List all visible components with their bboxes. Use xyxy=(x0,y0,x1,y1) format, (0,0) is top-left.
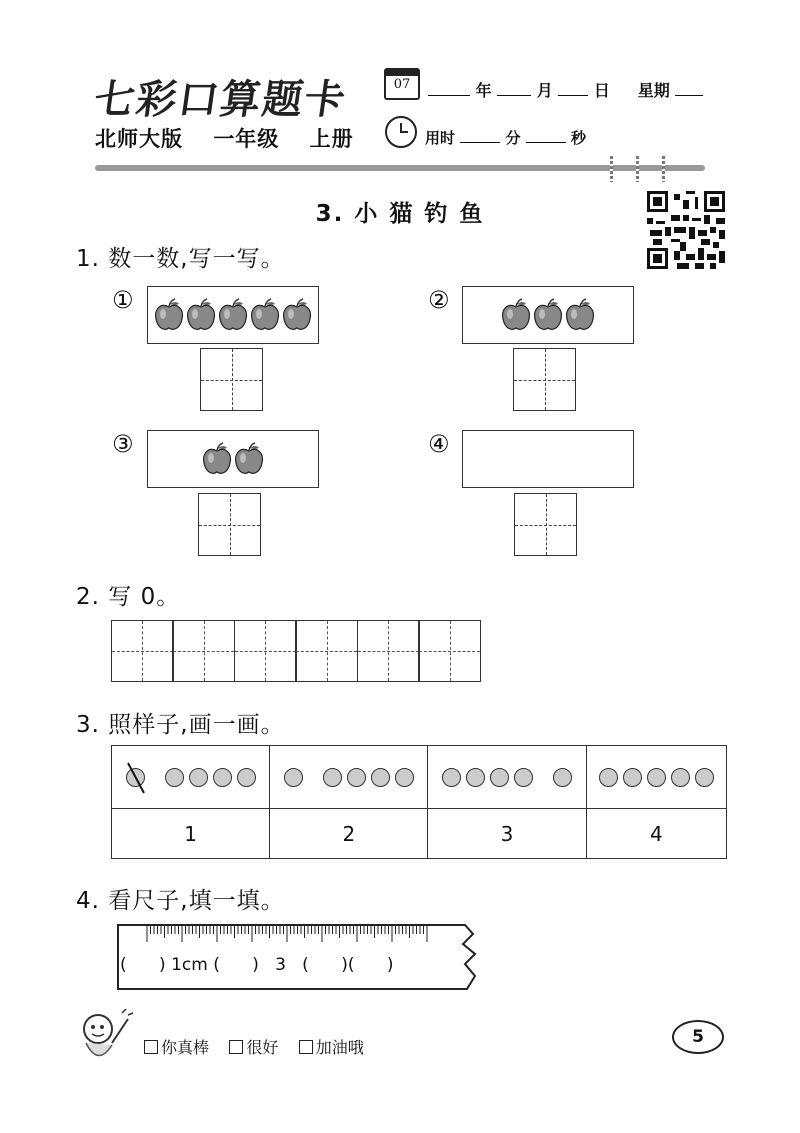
crossed-bead xyxy=(126,768,145,787)
bead xyxy=(165,768,184,787)
bead xyxy=(599,768,618,787)
bead xyxy=(213,768,232,787)
question-1-heading: 1. 数一数,写一写。 xyxy=(76,246,285,272)
bead xyxy=(237,768,256,787)
question-2-heading: 2. 写 0。 xyxy=(76,584,181,610)
edition-grade: 一年级 xyxy=(213,127,280,151)
bead xyxy=(189,768,208,787)
item-4-apple-box xyxy=(462,430,634,488)
header-divider xyxy=(95,165,705,171)
brand-title: 七彩口算题卡 xyxy=(91,76,350,123)
item-3-answer-grid[interactable] xyxy=(198,493,261,556)
writing-cell[interactable] xyxy=(295,620,358,682)
bead xyxy=(284,768,303,787)
page-number: 5 xyxy=(672,1020,724,1054)
eval-checkbox-1[interactable]: 你真棒 xyxy=(144,1038,209,1057)
bead xyxy=(514,768,533,787)
bead xyxy=(553,768,572,787)
edition-line xyxy=(95,123,376,153)
apple-icon xyxy=(186,298,216,332)
bead-cell[interactable] xyxy=(112,746,270,809)
item-2-apple-box xyxy=(462,286,634,344)
question-3-heading: 3. 照样子,画一画。 xyxy=(76,712,285,738)
bead-cell[interactable] xyxy=(586,746,726,809)
item-3-apple-box xyxy=(147,430,319,488)
edition-volume: 上册 xyxy=(309,127,354,151)
time-fill-line xyxy=(425,127,586,148)
item-4-marker: ④ xyxy=(428,430,450,458)
day-blank[interactable] xyxy=(558,81,588,96)
apple-icon xyxy=(234,442,264,476)
bead-cell[interactable] xyxy=(428,746,586,809)
writing-cell[interactable] xyxy=(418,620,481,682)
binder-clip-icon xyxy=(610,156,613,182)
item-4-answer-grid[interactable] xyxy=(514,493,577,556)
bead xyxy=(395,768,414,787)
item-2-answer-grid[interactable] xyxy=(513,348,576,411)
calendar-day: 07 xyxy=(393,77,411,92)
bead xyxy=(490,768,509,787)
day-label: 日 xyxy=(593,81,610,100)
apple-icon xyxy=(154,298,184,332)
self-evaluation xyxy=(144,1035,364,1058)
writing-cell[interactable] xyxy=(234,620,297,682)
bead xyxy=(695,768,714,787)
bead xyxy=(671,768,690,787)
minutes-label: 分 xyxy=(505,129,521,147)
question-4-heading: 4. 看尺子,填一填。 xyxy=(76,888,285,914)
ruler-answer-labels[interactable]: ( ) 1cm ( ) 3 ( )( ) xyxy=(120,955,394,975)
apple-icon xyxy=(250,298,280,332)
number-cell: 3 xyxy=(428,809,586,859)
number-cell: 2 xyxy=(270,809,428,859)
bead-cell[interactable] xyxy=(270,746,428,809)
apple-icon xyxy=(202,442,232,476)
bead xyxy=(371,768,390,787)
seconds-blank[interactable] xyxy=(526,128,566,143)
weekday-blank[interactable] xyxy=(675,81,703,96)
qr-code-icon xyxy=(647,190,725,270)
binder-clip-icon xyxy=(662,156,665,182)
cartoon-mascot-icon xyxy=(72,1005,136,1069)
writing-cell[interactable] xyxy=(172,620,235,682)
apple-group xyxy=(148,287,318,343)
seconds-label: 秒 xyxy=(570,129,586,147)
month-blank[interactable] xyxy=(497,81,531,96)
month-label: 月 xyxy=(536,81,553,100)
number-cell: 4 xyxy=(586,809,726,859)
bead xyxy=(347,768,366,787)
time-label: 用时 xyxy=(425,129,456,147)
apple-group xyxy=(463,287,633,343)
item-1-marker: ① xyxy=(112,286,134,314)
apple-icon xyxy=(565,298,595,332)
lesson-title: 3. 小 猫 钓 鱼 xyxy=(315,201,485,227)
bead-row xyxy=(112,746,727,809)
item-1-answer-grid[interactable] xyxy=(200,348,263,411)
bead xyxy=(466,768,485,787)
date-fill-line xyxy=(428,78,703,101)
item-3-marker: ③ xyxy=(112,430,134,458)
binder-clip-icon xyxy=(636,156,639,182)
item-2-marker: ② xyxy=(428,286,450,314)
apple-icon xyxy=(218,298,248,332)
writing-grid-row xyxy=(112,620,481,682)
writing-cell[interactable] xyxy=(357,620,420,682)
minutes-blank[interactable] xyxy=(460,128,500,143)
bead-table xyxy=(111,745,727,859)
item-1-apple-box xyxy=(147,286,319,344)
bead xyxy=(647,768,666,787)
year-label: 年 xyxy=(475,81,492,100)
eval-checkbox-3[interactable]: 加油哦 xyxy=(299,1038,364,1057)
apple-icon xyxy=(282,298,312,332)
apple-icon xyxy=(533,298,563,332)
apple-group xyxy=(148,431,318,487)
apple-group xyxy=(463,431,633,487)
calendar-icon xyxy=(384,68,420,100)
number-cell: 1 xyxy=(112,809,270,859)
year-blank[interactable] xyxy=(428,81,470,96)
writing-cell[interactable] xyxy=(111,620,174,682)
weekday-label: 星期 xyxy=(637,81,670,100)
eval-checkbox-2[interactable]: 很好 xyxy=(229,1038,278,1057)
bead xyxy=(442,768,461,787)
edition-publisher: 北师大版 xyxy=(95,127,183,151)
number-row xyxy=(112,809,727,859)
apple-icon xyxy=(501,298,531,332)
bead xyxy=(323,768,342,787)
clock-icon xyxy=(385,116,417,148)
bead xyxy=(623,768,642,787)
